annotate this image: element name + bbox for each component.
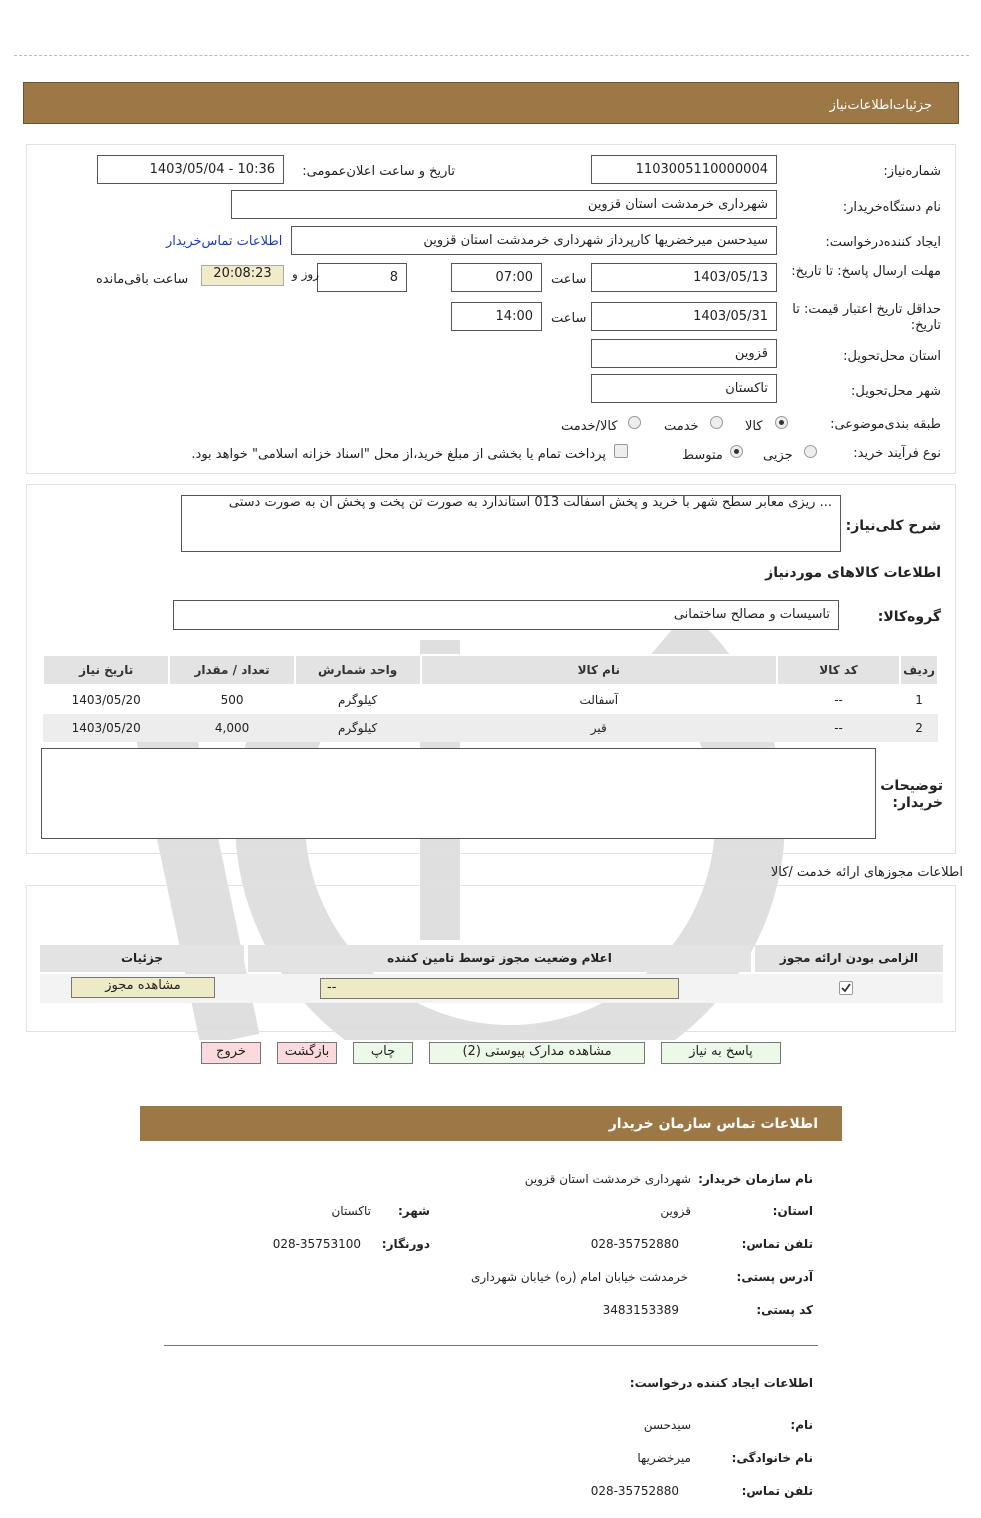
description-text: ... ریزی معابر سطح شهر با خرید و پخش اسفالت 013 استاندارد به صورت تن پخت و پخش ان به صورت دستی <box>228 495 832 510</box>
creator-family-label: نام خانوادگی: <box>731 1451 813 1465</box>
org-name-label: نام سازمان خریدار: <box>698 1172 813 1186</box>
description-label: شرح کلی‌نیاز: <box>845 518 941 534</box>
goods-group-field: تاسیسات و مصالح ساختمانی <box>173 600 839 630</box>
page-header <box>23 82 959 124</box>
treasury-payment-note: پرداخت تمام یا بخشی از مبلغ خرید،از محل "اسناد خزانه اسلامی" خواهد بود. <box>191 447 606 462</box>
cell-need-date: 1403/05/20 <box>43 685 169 714</box>
category-label: طبقه بندی‌موضوعی: <box>830 417 941 432</box>
postal-code-value: 3483153389 <box>602 1303 679 1317</box>
cell-need-date: 1403/05/20 <box>43 714 169 742</box>
announce-date-field <box>97 155 284 184</box>
process-radio-minor[interactable] <box>804 445 817 458</box>
process-label: نوع فرآیند خرید: <box>853 446 941 461</box>
contact-province-label: استان: <box>772 1204 813 1218</box>
need-number-label: شماره‌نیاز: <box>883 164 941 179</box>
permits-title: اطلاعات مجوزهای ارائه خدمت /کالا <box>770 865 963 880</box>
cell-item-name: آسفالت <box>421 685 778 714</box>
buyer-org-label: نام دستگاه‌خریدار: <box>842 200 941 215</box>
cell-quantity: 4,000 <box>169 714 294 742</box>
reply-to-need-button[interactable]: پاسخ به نیاز <box>661 1042 781 1064</box>
check-icon <box>840 982 852 994</box>
announce-date-label: تاریخ و ساعت اعلان‌عمومی: <box>302 164 455 179</box>
col-row-number: ردیف <box>900 655 938 685</box>
city-label: شهر محل‌تحویل: <box>851 384 941 399</box>
top-divider <box>14 55 969 56</box>
permit-required-checkbox[interactable] <box>839 981 853 995</box>
print-button[interactable]: چاپ <box>353 1042 413 1064</box>
buyer-notes-field <box>41 748 876 839</box>
permit-status-field[interactable] <box>320 978 679 999</box>
cell-unit: کیلوگرم <box>295 714 421 742</box>
price-validity-label <box>781 302 941 334</box>
table-row <box>43 714 938 742</box>
permits-header-required-text: الزامی بودن ارائه مجوز <box>779 951 919 965</box>
price-time-label: ساعت <box>551 311 587 326</box>
exit-button[interactable]: خروج <box>201 1042 261 1064</box>
category-radio-goods-service[interactable] <box>628 416 641 429</box>
contact-province-value: قزوین <box>660 1204 691 1218</box>
contact-phone-value: 028-35752880 <box>590 1237 679 1251</box>
reply-time-label: ساعت <box>551 272 587 287</box>
cell-item-name: قیر <box>421 714 778 742</box>
col-unit: واحد شمارش <box>295 655 421 685</box>
buyer-notes-label <box>873 778 943 812</box>
price-validity-text: حداقل تاریخ اعتبار قیمت: تا تاریخ: <box>792 302 941 333</box>
goods-info-title: اطلاعات کالاهای مورد‌نیاز <box>765 565 941 581</box>
back-button[interactable]: بازگشت <box>277 1042 337 1064</box>
view-permit-button[interactable]: مشاهده مجوز <box>71 977 215 998</box>
col-quantity: تعداد / مقدار <box>169 655 294 685</box>
cell-item-code: -- <box>777 685 900 714</box>
category-option-service: خدمت <box>664 419 699 434</box>
creator-phone-value: 028-35752880 <box>590 1484 679 1498</box>
cell-item-code: -- <box>777 714 900 742</box>
price-time-field[interactable]: 14:00 <box>451 302 542 331</box>
province-field: قزوین <box>591 339 777 368</box>
col-need-date: تاریخ نیاز <box>43 655 169 685</box>
treasury-payment-checkbox[interactable] <box>614 444 628 458</box>
remaining-timer: 20:08:23 <box>201 265 284 286</box>
postal-code-label: کد پستی: <box>756 1303 813 1317</box>
buyer-contact-header <box>140 1106 842 1141</box>
reply-deadline-label <box>781 264 941 280</box>
category-radio-goods[interactable] <box>775 416 788 429</box>
items-table <box>42 654 939 742</box>
buyer-org-field: شهرداری خرمدشت استان قزوین <box>231 190 777 219</box>
reply-date-field[interactable]: 1403/05/13 <box>591 263 777 292</box>
process-option-minor: جزیی <box>763 448 793 463</box>
buyer-contact-link[interactable]: اطلاعات تماس‌خریدار <box>166 234 283 249</box>
remaining-label: ساعت باقی‌مانده <box>96 272 189 287</box>
cell-quantity: 500 <box>169 685 294 714</box>
items-table-header <box>43 655 938 685</box>
table-row <box>43 685 938 714</box>
province-label: استان محل‌تحویل: <box>843 349 941 364</box>
address-value: خرمدشت خیابان امام (ره) خیابان شهرداری <box>470 1270 688 1284</box>
org-name-value: شهرداری خرمدشت استان قزوین <box>524 1172 691 1186</box>
reply-time-field[interactable]: 07:00 <box>451 263 542 292</box>
creator-name-label: نام: <box>790 1418 813 1432</box>
contact-city-label: شهر: <box>398 1204 430 1218</box>
permits-table <box>40 945 943 1003</box>
days-field: 8 <box>317 263 407 292</box>
buyer-contact-title: اطلاعات تماس سازمان خریدار <box>608 1116 818 1132</box>
col-item-name: نام کالا <box>421 655 778 685</box>
creator-name-value: سیدحسن <box>643 1418 691 1432</box>
contact-divider <box>164 1345 818 1346</box>
category-option-goods-service: کالا/خدمت <box>561 419 618 434</box>
contact-phone-label: تلفن تماس: <box>741 1237 813 1251</box>
category-radio-service[interactable] <box>710 416 723 429</box>
process-option-medium: متوسط <box>682 448 723 463</box>
permits-header-status <box>248 945 751 972</box>
city-field: تاکستان <box>591 374 777 403</box>
goods-group-label: گروه‌کالا: <box>877 609 941 625</box>
address-label: آدرس پستی: <box>736 1270 813 1284</box>
process-radio-medium[interactable] <box>730 445 743 458</box>
need-number-field: 1103005110000004 <box>591 155 777 184</box>
cell-row-number: 1 <box>900 685 938 714</box>
permit-status-value: -- <box>327 980 337 995</box>
announce-date-value: 1403/05/04 - 10:36 <box>149 162 275 177</box>
cell-unit: کیلوگرم <box>295 685 421 714</box>
creator-label: ایجاد کننده‌درخواست: <box>825 235 941 250</box>
permits-header-status-text: اعلام وضعیت مجوز توسط تامین کننده <box>387 951 612 965</box>
description-field <box>181 495 841 552</box>
days-label: روز و <box>292 267 319 281</box>
creator-info-title: اطلاعات ایجاد کننده درخواست: <box>629 1376 813 1390</box>
permits-header-details-text: جزئیات <box>120 951 164 965</box>
permits-header-required <box>755 945 943 972</box>
creator-field: سیدحسن میرخضریها کارپرداز شهرداری خرمدشت استان قزوین <box>291 226 777 255</box>
fax-value: 028-35753100 <box>272 1237 361 1251</box>
permits-header-details <box>40 945 244 972</box>
cell-row-number: 2 <box>900 714 938 742</box>
col-item-code: کد کالا <box>777 655 900 685</box>
view-attachments-button[interactable]: مشاهده مدارک پیوستی (2) <box>429 1042 645 1064</box>
buyer-notes-label-text: توضیحات خریدار: <box>880 778 943 811</box>
reply-deadline-text: مهلت ارسال پاسخ: تا تاریخ: <box>791 264 941 279</box>
creator-family-value: میرخضریها <box>637 1451 691 1465</box>
contact-city-value: تاکستان <box>331 1204 371 1218</box>
category-option-goods: کالا <box>745 419 763 434</box>
price-date-field[interactable]: 1403/05/31 <box>591 302 777 331</box>
page-title: جزئیات‌اطلاعات‌نیاز <box>829 98 932 113</box>
creator-phone-label: تلفن تماس: <box>741 1484 813 1498</box>
fax-label: دورنگار: <box>381 1237 430 1251</box>
